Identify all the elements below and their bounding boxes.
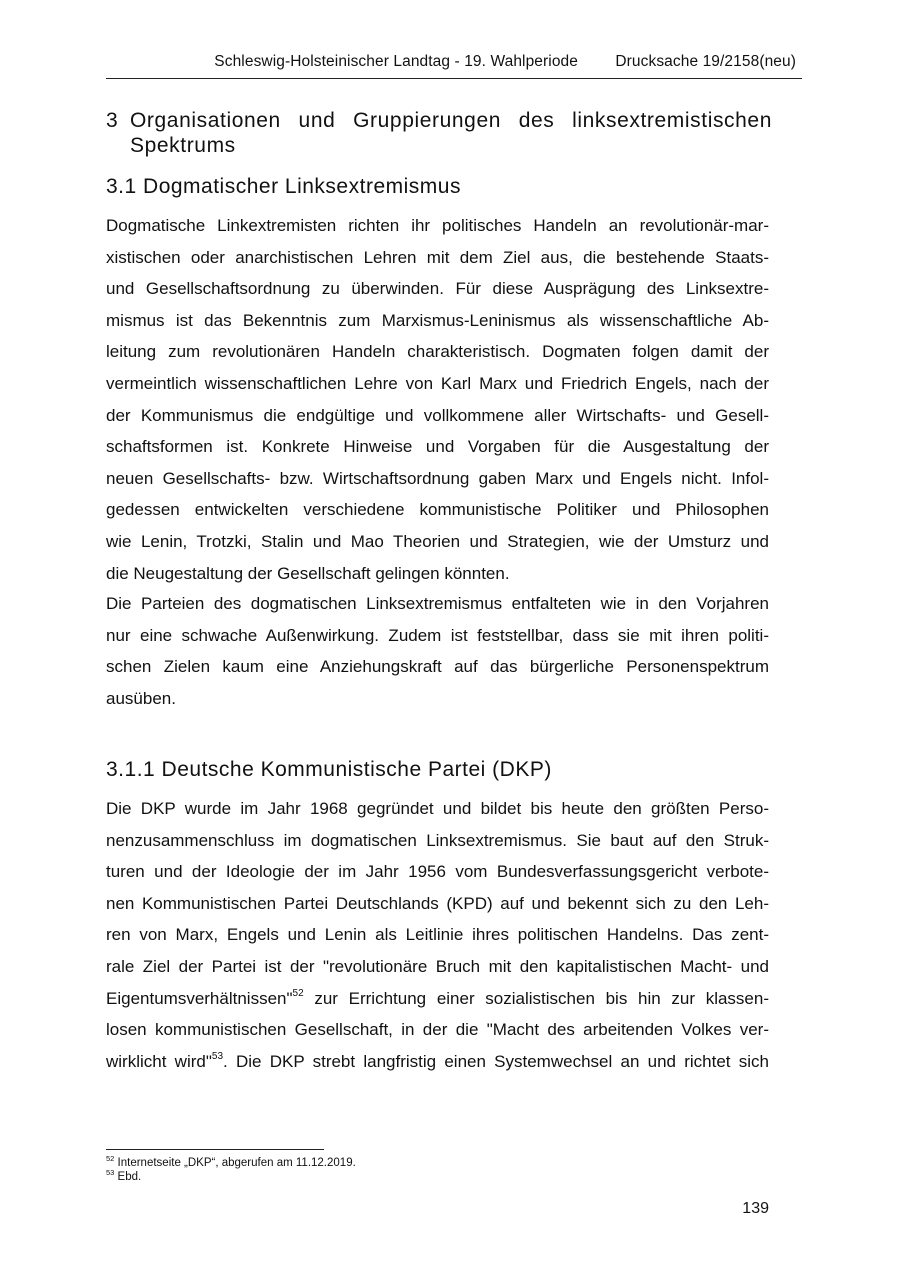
section-3-1-heading: 3.1 Dogmatischer Linksextremismus	[106, 175, 461, 198]
text-line: schen Zielen kaum eine Anziehungskraft auf das bürgerliche Personenspektrum	[106, 657, 769, 677]
section-3-number: 3	[106, 109, 119, 132]
text-line: turen und der Ideologie der im Jahr 1956 vom Bundesverfassungsgericht verbote-	[106, 862, 769, 882]
text-line: wirklicht wird"$^{53}$. Die DKP strebt langfristig einen Systemwechsel an und richtet sich	[106, 1051, 770, 1071]
section-3-1-1-heading: 3.1.1 Deutsche Kommunistische Partei (DKP)	[106, 758, 552, 781]
text-line: Die DKP wurde im Jahr 1968 gegründet und bildet bis heute den größten Perso-	[106, 799, 769, 818]
text-line: nenzusammenschluss im dogmatischen Linksextremismus. Sie baut auf den Struk-	[106, 830, 769, 850]
text-line: Eigentumsverhältnissen"$^{52}$ zur Errichtung einer sozialistischen bis hin zur klassen-	[106, 987, 769, 1008]
text-line: schaftsformen ist. Konkrete Hinweise und Vorgaben für die Ausgestaltung der	[106, 437, 769, 457]
footnote-number: 52	[106, 1154, 115, 1164]
text-line: die Neugestaltung der Gesellschaft gelingen könnten.	[106, 563, 510, 583]
paragraph-dkp	[106, 793, 769, 1077]
paragraph-parties-impact	[106, 588, 769, 714]
text-line: nur eine schwache Außenwirkung. Zudem ist feststellbar, dass sie mit ihren politi-	[106, 625, 769, 645]
section-3-heading-line1: 3 Organisationen und Gruppierungen des linksextremistischen	[106, 109, 772, 132]
text-line: leitung zum revolutionären Handeln charakteristisch. Dogmaten folgen damit der	[106, 342, 769, 362]
text-line: ausüben.	[106, 688, 176, 708]
text-line: mismus ist das Bekenntnis zum Marxismus-Leninismus als wissenschaftliche Ab-	[106, 310, 769, 330]
footnote-ref-53[interactable]: 53	[211, 1051, 224, 1063]
text-line: der Kommunismus die endgültige und vollkommene aller Wirtschafts- und Gesell-	[106, 405, 769, 425]
page-number: 139	[742, 1200, 769, 1217]
text-line: wie Lenin, Trotzki, Stalin und Mao Theorien und Strategien, wie der Umsturz und	[106, 531, 769, 551]
footnote-divider	[106, 1149, 324, 1150]
text-line: nen Kommunistischen Partei Deutschlands (KPD) auf und bekennt sich zu den Leh-	[106, 893, 769, 913]
footnotes	[106, 1156, 356, 1184]
text-line: Dogmatische Linkextremisten richten ihr politisches Handeln an revolutionär-mar-	[106, 216, 769, 235]
footnote-number: 53	[106, 1168, 115, 1178]
text-line: gedessen entwickelten verschiedene kommunistische Politiker und Philosophen	[106, 500, 769, 520]
section-3-heading	[106, 108, 772, 158]
text-line: xistischen oder anarchistischen Lehren mit dem Ziel aus, die bestehende Staats-	[106, 247, 769, 267]
footnote-ref-52[interactable]: 52	[292, 987, 304, 999]
section-3-heading-line2: Spektrums	[130, 134, 236, 157]
text-line: und Gesellschaftsordnung zu überwinden. Für diese Ausprägung des Linksextre-	[106, 279, 769, 299]
header-parliament: Schleswig-Holsteinischer Landtag - 19. Wahlperiode	[214, 53, 578, 70]
text-line: ren von Marx, Engels und Lenin als Leitlinie ihres politischen Handelns. Das zent-	[106, 925, 769, 945]
footnote-text: Internetseite „DKP“, abgerufen am 11.12.2019.	[117, 1157, 356, 1169]
footnote-52	[106, 1156, 356, 1170]
text-line: Die Parteien des dogmatischen Linksextremismus entfalteten wie in den Vorjahren	[106, 594, 769, 613]
page-header	[106, 52, 802, 79]
header-document-number: Drucksache 19/2158(neu)	[615, 53, 796, 70]
paragraph-dogmatic-intro	[106, 210, 769, 589]
text-line: rale Ziel der Partei ist der "revolutionäre Bruch mit den kapitalistischen Macht- und	[106, 956, 769, 976]
text-line: losen kommunistischen Gesellschaft, in der die "Macht des arbeitenden Volkes ver-	[106, 1020, 769, 1040]
text-line: vermeintlich wissenschaftlichen Lehre von Karl Marx und Friedrich Engels, nach der	[106, 373, 769, 393]
footnote-text: Ebd.	[117, 1171, 142, 1183]
text-line: neuen Gesellschafts- bzw. Wirtschaftsordnung gaben Marx und Engels nicht. Infol-	[106, 468, 769, 488]
footnote-53	[106, 1170, 356, 1184]
